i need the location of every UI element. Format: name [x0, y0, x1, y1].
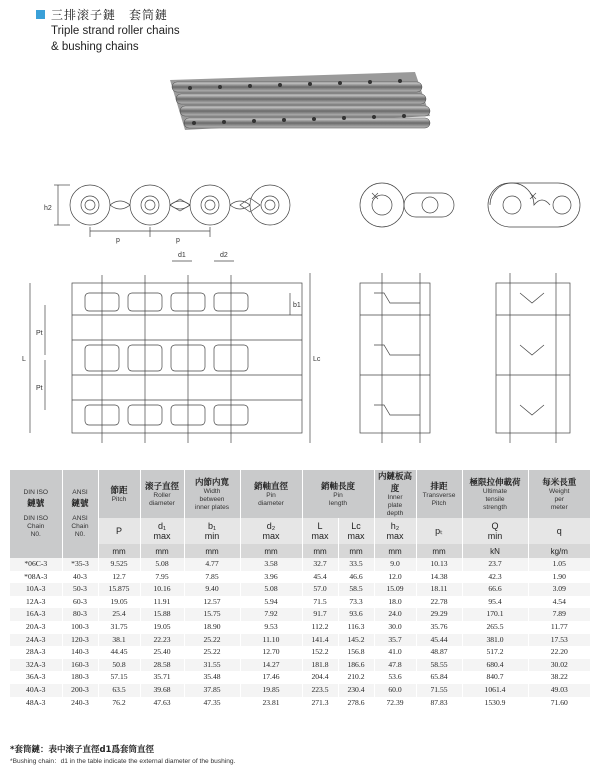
table-cell: 230.4: [338, 684, 374, 697]
table-cell: 71.5: [302, 596, 338, 609]
table-cell: 181.8: [302, 659, 338, 672]
sym-pt: pₜ: [416, 518, 462, 544]
table-cell: 22.23: [140, 634, 184, 647]
header-din: DIN ISO 鏈號 DIN ISO Chain N0.: [10, 470, 62, 558]
footnote-en: *Bushing chain：d1 in the table indicate the external diameter of the bushing.: [10, 758, 236, 765]
end-view-connecting: [360, 183, 454, 227]
top-view-offset: [496, 273, 570, 443]
footnote: [10, 743, 235, 765]
table-cell: 9.53: [240, 621, 302, 634]
table-cell: 31.75: [98, 621, 140, 634]
table-cell: 41.0: [374, 646, 416, 659]
table-cell: 50.8: [98, 659, 140, 672]
table-cell: 1061.4: [462, 684, 528, 697]
table-cell: 32.7: [302, 558, 338, 571]
label-p-1: p: [116, 237, 120, 244]
table-cell: 15.88: [140, 608, 184, 621]
table-cell: 4.54: [528, 596, 590, 609]
header-pin-length: 銷軸長度 Pin length: [302, 470, 374, 518]
table-cell: 223.5: [302, 684, 338, 697]
table-cell: 25.22: [184, 634, 240, 647]
table-cell: 28A-3: [10, 646, 62, 659]
header-roller: 滚子直徑 Roller diameter: [140, 470, 184, 518]
unit-q: kN: [462, 544, 528, 558]
table-cell: 23.81: [240, 697, 302, 710]
table-cell: 3.96: [240, 571, 302, 584]
sym-h2: h₂ max: [374, 518, 416, 544]
table-cell: 12.0: [374, 571, 416, 584]
label-p-2: p: [176, 237, 180, 244]
table-cell: 10A-3: [10, 583, 62, 596]
table-cell: 112.2: [302, 621, 338, 634]
header-pin: 銷軸直徑 Pin diameter: [240, 470, 302, 518]
header-weight: 每米長重 Weight per meter: [528, 470, 590, 518]
table-cell: 46.6: [338, 571, 374, 584]
label-d1: d1: [178, 252, 186, 259]
table-body: [10, 558, 590, 709]
label-lc: Lc: [313, 356, 321, 363]
table-row: [10, 634, 590, 647]
table-cell: 145.2: [338, 634, 374, 647]
unit-h2: mm: [374, 544, 416, 558]
table-cell: 240-3: [62, 697, 98, 710]
label-pt-1: Pt: [36, 330, 43, 337]
top-view-main: [30, 261, 310, 443]
table-cell: 47.8: [374, 659, 416, 672]
table-cell: 29.29: [416, 608, 462, 621]
unit-pt: mm: [416, 544, 462, 558]
table-cell: 186.6: [338, 659, 374, 672]
end-view-offset: [488, 183, 580, 227]
table-cell: 44.45: [98, 646, 140, 659]
table-cell: 87.83: [416, 697, 462, 710]
table-cell: 9.525: [98, 558, 140, 571]
chain-photo: [160, 68, 440, 146]
table-cell: 141.4: [302, 634, 338, 647]
table-cell: 210.2: [338, 671, 374, 684]
table-cell: 76.2: [98, 697, 140, 710]
table-cell: 1.90: [528, 571, 590, 584]
table-cell: 73.3: [338, 596, 374, 609]
table-row: [10, 684, 590, 697]
table-row: [10, 646, 590, 659]
table-cell: 5.94: [240, 596, 302, 609]
table-cell: 20A-3: [10, 621, 62, 634]
table-cell: 60.0: [374, 684, 416, 697]
table-row: [10, 621, 590, 634]
unit-d2: mm: [240, 544, 302, 558]
table-cell: 58.55: [416, 659, 462, 672]
table-cell: 42.3: [462, 571, 528, 584]
table-cell: *35-3: [62, 558, 98, 571]
table-cell: 48.87: [416, 646, 462, 659]
table-cell: 381.0: [462, 634, 528, 647]
table-cell: *06C-3: [10, 558, 62, 571]
label-l: L: [22, 356, 26, 363]
table-cell: 36A-3: [10, 671, 62, 684]
table-cell: 18.0: [374, 596, 416, 609]
table-cell: 18.11: [416, 583, 462, 596]
table-cell: 57.15: [98, 671, 140, 684]
table-cell: 37.85: [184, 684, 240, 697]
header-transverse: 排距 Transverse Pitch: [416, 470, 462, 518]
table-row: [10, 571, 590, 584]
table-cell: 271.3: [302, 697, 338, 710]
table-cell: 10.13: [416, 558, 462, 571]
table-cell: 72.39: [374, 697, 416, 710]
table-cell: 15.75: [184, 608, 240, 621]
table-cell: 60-3: [62, 596, 98, 609]
table-cell: 35.7: [374, 634, 416, 647]
table-cell: 180-3: [62, 671, 98, 684]
table-cell: 45.4: [302, 571, 338, 584]
table-cell: 45.44: [416, 634, 462, 647]
table-cell: 19.05: [140, 621, 184, 634]
table-cell: 47.35: [184, 697, 240, 710]
chain-strands: [170, 72, 430, 130]
table-cell: 19.05: [98, 596, 140, 609]
table-cell: 24.0: [374, 608, 416, 621]
table-cell: 152.2: [302, 646, 338, 659]
table-row: [10, 596, 590, 609]
table-row: [10, 583, 590, 596]
blue-square-icon: [36, 10, 45, 19]
table-cell: 5.08: [240, 583, 302, 596]
unit-lc: mm: [338, 544, 374, 558]
table-cell: 49.03: [528, 684, 590, 697]
table-cell: 17.46: [240, 671, 302, 684]
table-cell: 14.38: [416, 571, 462, 584]
top-view-connecting: [360, 273, 430, 443]
table-cell: 23.7: [462, 558, 528, 571]
title-en-2: & bushing chains: [51, 41, 139, 53]
table-cell: 71.60: [528, 697, 590, 710]
table-cell: 22.78: [416, 596, 462, 609]
table-cell: 40A-3: [10, 684, 62, 697]
table-cell: 17.53: [528, 634, 590, 647]
table-cell: 25.40: [140, 646, 184, 659]
table-cell: 50-3: [62, 583, 98, 596]
table-cell: 170.1: [462, 608, 528, 621]
table-cell: 15.875: [98, 583, 140, 596]
table-cell: 1.05: [528, 558, 590, 571]
sym-d1: d₁ max: [140, 518, 184, 544]
label-h2: h2: [44, 205, 52, 212]
table-cell: 38.1: [98, 634, 140, 647]
table-cell: 28.58: [140, 659, 184, 672]
unit-p: mm: [98, 544, 140, 558]
table-cell: 160-3: [62, 659, 98, 672]
table-cell: 33.5: [338, 558, 374, 571]
table-cell: 16A-3: [10, 608, 62, 621]
page-header: [36, 6, 180, 55]
table-cell: 14.27: [240, 659, 302, 672]
table-cell: 204.4: [302, 671, 338, 684]
unit-weight: kg/m: [528, 544, 590, 558]
table-cell: 53.6: [374, 671, 416, 684]
table-cell: 156.8: [338, 646, 374, 659]
table-cell: 680.4: [462, 659, 528, 672]
table-cell: 11.77: [528, 621, 590, 634]
table-cell: 35.71: [140, 671, 184, 684]
sym-l: L max: [302, 518, 338, 544]
table-cell: 35.48: [184, 671, 240, 684]
table-cell: 58.5: [338, 583, 374, 596]
table-cell: 200-3: [62, 684, 98, 697]
header-tensile: 極限拉伸載荷 Ultimate tensile strength: [462, 470, 528, 518]
table-cell: 12.7: [98, 571, 140, 584]
table-cell: 9.0: [374, 558, 416, 571]
sym-weight: q: [528, 518, 590, 544]
header-plate: 内鏈板高度 Inner plate depth: [374, 470, 416, 518]
table-cell: 9.40: [184, 583, 240, 596]
table-cell: 517.2: [462, 646, 528, 659]
table-cell: 3.09: [528, 583, 590, 596]
table-cell: 140-3: [62, 646, 98, 659]
sym-q: Q min: [462, 518, 528, 544]
spec-table: [10, 470, 590, 709]
unit-b1: mm: [184, 544, 240, 558]
table-cell: 48A-3: [10, 697, 62, 710]
table-cell: 38.22: [528, 671, 590, 684]
table-cell: 47.63: [140, 697, 184, 710]
table-cell: 25.4: [98, 608, 140, 621]
table-cell: 80-3: [62, 608, 98, 621]
table-cell: 12.57: [184, 596, 240, 609]
table-cell: 57.0: [302, 583, 338, 596]
table-cell: 11.10: [240, 634, 302, 647]
table-cell: 1530.9: [462, 697, 528, 710]
table-cell: 7.95: [140, 571, 184, 584]
technical-drawings: [0, 165, 600, 465]
header-row-names: [10, 470, 590, 518]
unit-l: mm: [302, 544, 338, 558]
table-cell: 91.7: [302, 608, 338, 621]
table-cell: 63.5: [98, 684, 140, 697]
table-cell: 278.6: [338, 697, 374, 710]
table-cell: 35.76: [416, 621, 462, 634]
label-pt-2: Pt: [36, 385, 43, 392]
table-cell: 100-3: [62, 621, 98, 634]
table-cell: 25.22: [184, 646, 240, 659]
header-pitch: 節距 Pitch: [98, 470, 140, 518]
unit-d1: mm: [140, 544, 184, 558]
table-cell: 32A-3: [10, 659, 62, 672]
table-cell: 116.3: [338, 621, 374, 634]
table-cell: 39.68: [140, 684, 184, 697]
table-cell: 5.08: [140, 558, 184, 571]
header-width: 内節内寬 Width between inner plates: [184, 470, 240, 518]
table-cell: 12.70: [240, 646, 302, 659]
table-cell: 65.84: [416, 671, 462, 684]
table-cell: 30.02: [528, 659, 590, 672]
table-cell: 40-3: [62, 571, 98, 584]
table-cell: 93.6: [338, 608, 374, 621]
table-row: [10, 671, 590, 684]
label-d2: d2: [220, 252, 228, 259]
sym-p: P: [98, 518, 140, 544]
table-cell: 18.90: [184, 621, 240, 634]
label-b1: b1: [293, 302, 301, 309]
table-cell: *08A-3: [10, 571, 62, 584]
table-cell: 4.77: [184, 558, 240, 571]
footnote-zh: *套筒鏈：表中滚子直徑d1爲套筒直徑: [10, 745, 154, 755]
table-cell: 24A-3: [10, 634, 62, 647]
table-cell: 120-3: [62, 634, 98, 647]
table-cell: 840.7: [462, 671, 528, 684]
table-cell: 7.85: [184, 571, 240, 584]
table-cell: 10.16: [140, 583, 184, 596]
side-view: [54, 185, 290, 237]
table-row: [10, 558, 590, 571]
table-cell: 71.55: [416, 684, 462, 697]
sym-d2: d₂ max: [240, 518, 302, 544]
table-row: [10, 659, 590, 672]
title-zh: 三排滚子鏈 套筒鏈: [51, 8, 169, 22]
table-cell: 15.09: [374, 583, 416, 596]
table-cell: 22.20: [528, 646, 590, 659]
sym-lc: Lc max: [338, 518, 374, 544]
sym-b1: b₁ min: [184, 518, 240, 544]
table-row: [10, 697, 590, 710]
table-cell: 31.55: [184, 659, 240, 672]
table-cell: 19.85: [240, 684, 302, 697]
header-ansi: ANSI 鏈號 ANSI Chain N0.: [62, 470, 98, 558]
table-cell: 11.91: [140, 596, 184, 609]
table-cell: 265.5: [462, 621, 528, 634]
table-cell: 7.92: [240, 608, 302, 621]
table-cell: 66.6: [462, 583, 528, 596]
table-cell: 7.89: [528, 608, 590, 621]
table-cell: 12A-3: [10, 596, 62, 609]
table-cell: 3.58: [240, 558, 302, 571]
table-cell: 30.0: [374, 621, 416, 634]
table-row: [10, 608, 590, 621]
title-en-1: Triple strand roller chains: [51, 25, 180, 37]
table-cell: 95.4: [462, 596, 528, 609]
